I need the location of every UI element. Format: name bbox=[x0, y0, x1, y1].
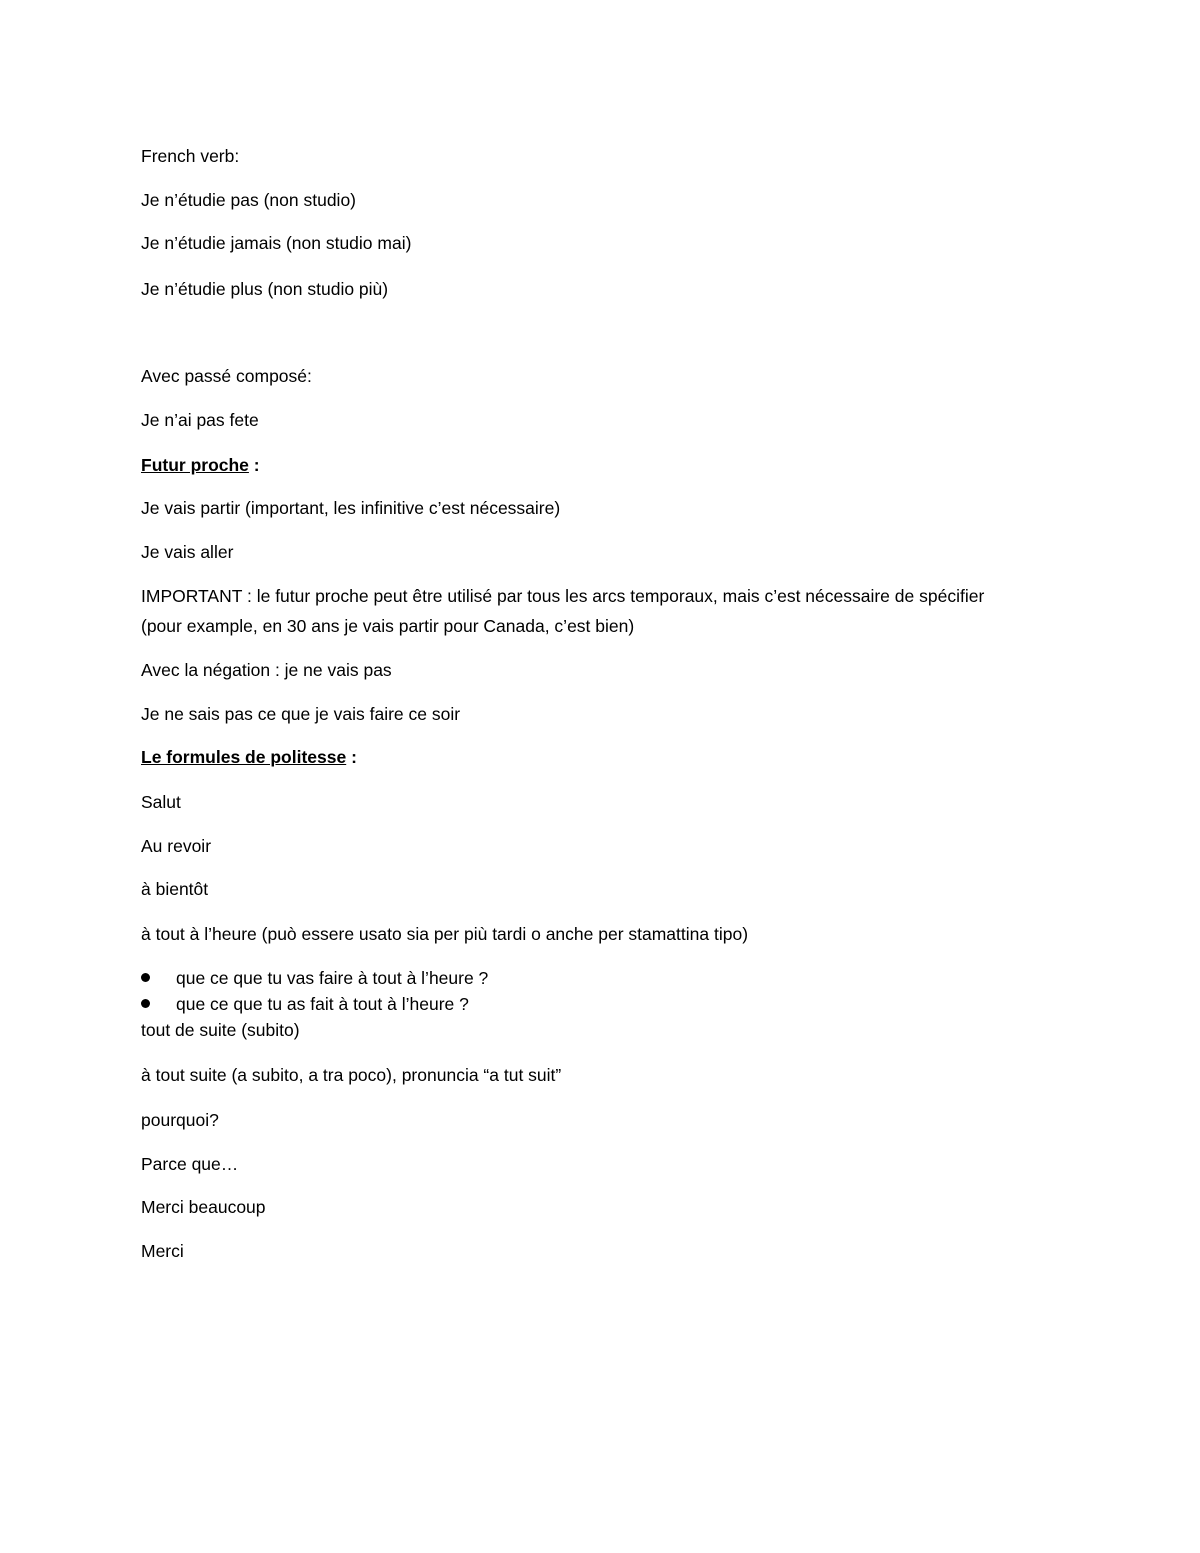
text-line: Je ne sais pas ce que je vais faire ce soir bbox=[141, 704, 461, 724]
text-line: tout de suite (subito) bbox=[141, 1020, 300, 1040]
heading-suffix: : bbox=[248, 455, 260, 475]
heading-text: Futur proche bbox=[141, 455, 249, 475]
bullet-text: que ce que tu vas faire à tout à l’heure ? bbox=[176, 968, 489, 988]
text-line: Avec la négation : je ne vais pas bbox=[141, 660, 392, 680]
text-line: à bientôt bbox=[141, 879, 209, 899]
text-line: Au revoir bbox=[141, 836, 212, 856]
text-line: French verb: bbox=[141, 146, 240, 166]
text-line: Avec passé composé: bbox=[141, 366, 312, 386]
text-line: Je n’étudie pas (non studio) bbox=[141, 190, 356, 210]
bullet-item bbox=[176, 993, 469, 1015]
futur-proche-heading bbox=[141, 454, 260, 476]
text-line: Merci bbox=[141, 1241, 184, 1261]
heading-suffix: : bbox=[346, 747, 357, 767]
text-line: Je n’ai pas fete bbox=[141, 410, 259, 430]
text-line: pourquoi? bbox=[141, 1110, 219, 1130]
bullet-text: que ce que tu as fait à tout à l’heure ? bbox=[176, 994, 469, 1014]
bullet-item bbox=[176, 967, 488, 989]
text-line: à tout à l’heure (può essere usato sia per più tardi o anche per stamattina tipo) bbox=[141, 924, 749, 944]
text-line: Je n’étudie plus (non studio più) bbox=[141, 279, 389, 299]
bullet-icon bbox=[141, 973, 150, 982]
text-paragraph: IMPORTANT : le futur proche peut être utilisé par tous les arcs temporaux, mais c’est nécessaire de spécifier (pour example, en 30 ans je vais partir pour Canada, c’est bien) bbox=[141, 586, 985, 636]
text-line: Salut bbox=[141, 792, 181, 812]
text-line: Je vais aller bbox=[141, 542, 234, 562]
politesse-heading bbox=[141, 746, 357, 768]
text-line: Je vais partir (important, les infinitive c’est nécessaire) bbox=[141, 498, 561, 518]
text-line: Parce que… bbox=[141, 1154, 239, 1174]
text-line: Merci beaucoup bbox=[141, 1197, 266, 1217]
text-line: à tout suite (a subito, a tra poco), pronuncia “a tut suit” bbox=[141, 1065, 562, 1085]
bullet-icon bbox=[141, 999, 150, 1008]
heading-text: Le formules de politesse bbox=[141, 747, 347, 767]
text-line: Je n’étudie jamais (non studio mai) bbox=[141, 233, 412, 253]
